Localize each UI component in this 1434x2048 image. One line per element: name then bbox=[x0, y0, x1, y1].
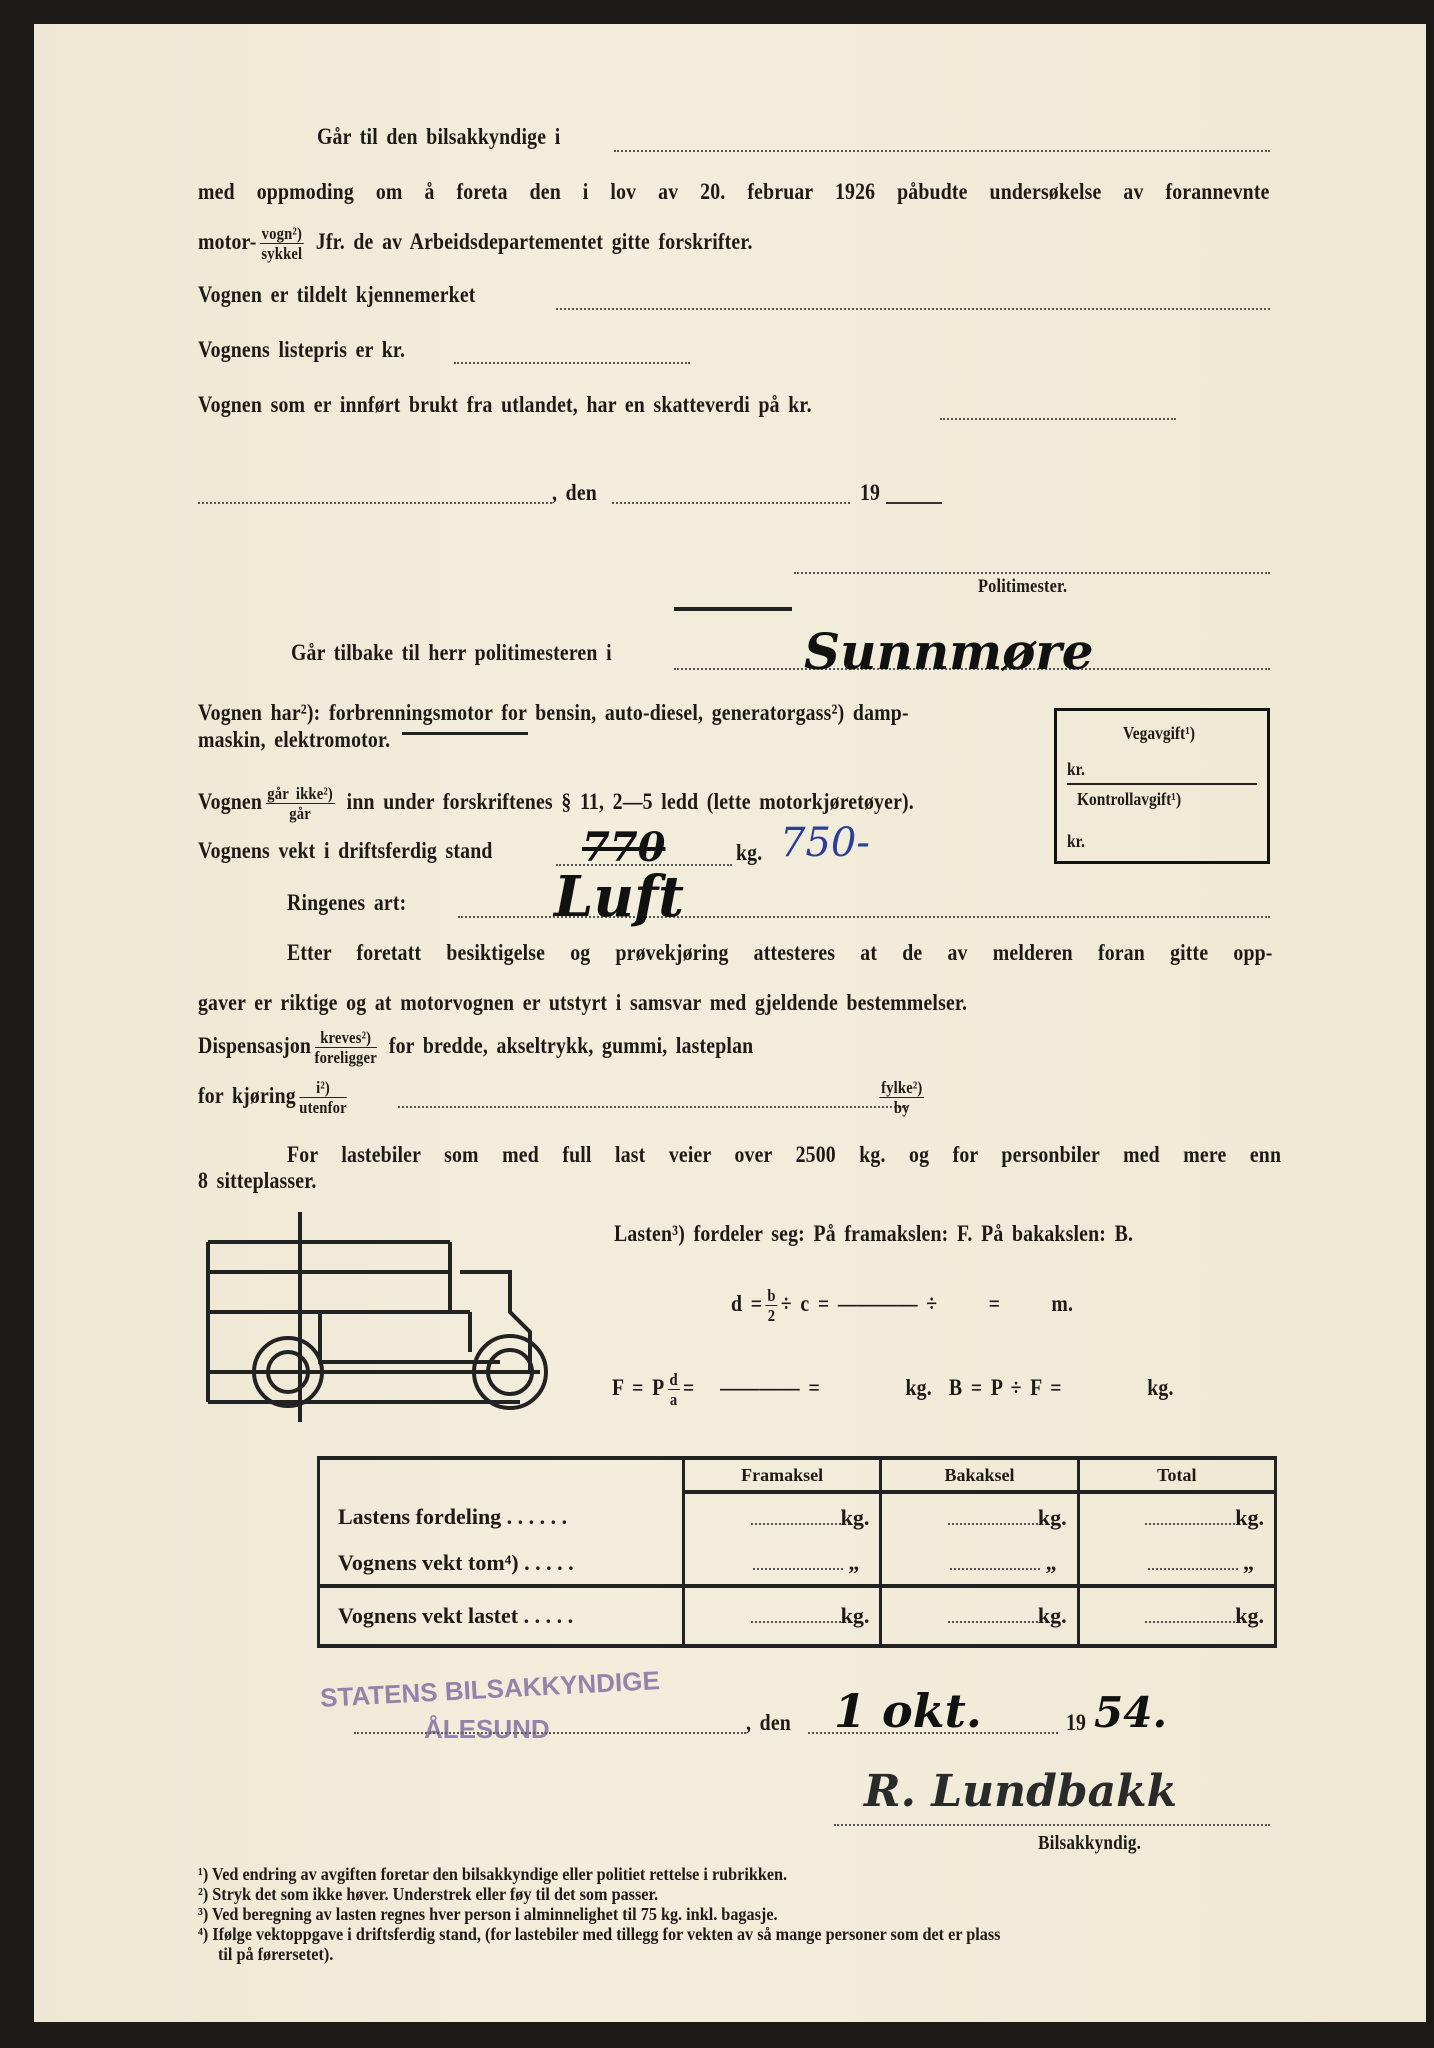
frac-top: fylke²) bbox=[881, 1078, 923, 1097]
stamp-line-1: STATENS BILSAKKYNDIGE bbox=[319, 1665, 661, 1713]
field-kjoring[interactable] bbox=[398, 1106, 908, 1108]
unit: kg. bbox=[1037, 1603, 1067, 1628]
field-kjennemerket[interactable] bbox=[556, 308, 1270, 310]
footnote-4: ⁴) Ifølge vektoppgave i driftsferdig stand, (for lastebiler med tillegg for vekten av så mange personer som det er plass bbox=[198, 1924, 1001, 1944]
label-kontrollavgift: Kontrollavgift¹) bbox=[1077, 789, 1182, 809]
text-lastebiler-1: For lastebiler som med full last veier over 2500 kg. og for personbiler med mere enn bbox=[287, 1142, 1282, 1167]
footnote-2: ²) Stryk det som ikke høver. Understrek eller føy til det som passer. bbox=[198, 1884, 659, 1904]
motor-rest: Jfr. de av Arbeidsdepartementet gitte forskrifter. bbox=[315, 228, 753, 254]
footnote-3: ³) Ved beregning av lasten regnes hver person i alminnelighet til 75 kg. inkl. bagasje. bbox=[198, 1904, 778, 1924]
unit: kg. bbox=[1235, 1603, 1264, 1628]
cell[interactable] bbox=[684, 1542, 881, 1586]
unit: „ bbox=[1243, 1550, 1254, 1575]
unit: kg. bbox=[840, 1505, 870, 1530]
frac-top: i²) bbox=[299, 1078, 347, 1098]
fraction-vogn-sykkel bbox=[260, 224, 304, 263]
formula-f-lhs: F = P bbox=[612, 1374, 665, 1400]
label-skatteverdi: Vognen som er innført brukt fra utlandet, har en skatteverdi på kr. bbox=[198, 392, 812, 417]
label-kr-2: kr. bbox=[1067, 831, 1085, 851]
cell[interactable] bbox=[881, 1586, 1078, 1646]
disp-prefix: Dispensasjon bbox=[198, 1032, 312, 1058]
kjoring-prefix: for kjøring bbox=[198, 1082, 296, 1108]
handwritten-vekt-new: 750- bbox=[780, 820, 870, 866]
gar-rest: inn under forskriftenes § 11, 2—5 ledd (lette motorkjøretøyer). bbox=[346, 788, 914, 814]
fraction-disp bbox=[315, 1028, 377, 1067]
field-bilsakkyndige[interactable] bbox=[614, 150, 1270, 152]
frac-top: kreves²) bbox=[315, 1028, 377, 1048]
text-dispensasjon bbox=[198, 1028, 753, 1067]
text-motor bbox=[198, 224, 753, 263]
label-politimester: Politimester. bbox=[978, 576, 1068, 597]
divider bbox=[674, 607, 792, 611]
truck-diagram bbox=[200, 1212, 570, 1432]
label-signoff-year: 19 bbox=[1066, 1710, 1087, 1735]
text-attest-2: gaver er riktige og at motorvognen er utstyrt i samsvar med gjeldende bestemmelser. bbox=[198, 990, 968, 1015]
formula-d-lhs: d = bbox=[731, 1290, 763, 1316]
frac-bot: går bbox=[289, 804, 311, 823]
label-year: 19 bbox=[860, 480, 881, 505]
divider bbox=[1067, 783, 1257, 785]
handwritten-vekt-crossed: 770 bbox=[582, 824, 666, 871]
stamp-line-2: ÅLESUND bbox=[424, 1714, 550, 1744]
col-header: Total bbox=[1078, 1458, 1275, 1492]
field-year[interactable] bbox=[886, 502, 942, 504]
text-gar bbox=[198, 784, 914, 823]
frac-bot: a bbox=[669, 1390, 678, 1409]
cell[interactable] bbox=[881, 1492, 1078, 1542]
unit: „ bbox=[848, 1550, 860, 1575]
frac-bot: 2 bbox=[767, 1306, 776, 1325]
label-vegavgift: Vegavgift¹) bbox=[1123, 723, 1195, 743]
label-bilsakkyndig: Bilsakkyndig. bbox=[1038, 1832, 1142, 1854]
text-motor-type-2: maskin, elektromotor. bbox=[198, 727, 391, 752]
disp-rest: for bredde, akseltrykk, gummi, lasteplan bbox=[388, 1032, 754, 1058]
unit: „ bbox=[1045, 1550, 1057, 1575]
gar-prefix: Vognen bbox=[198, 788, 263, 814]
field-date[interactable] bbox=[612, 502, 850, 504]
frac-bot: by bbox=[893, 1098, 910, 1117]
field-skatteverdi[interactable] bbox=[940, 418, 1176, 420]
formula-f bbox=[612, 1370, 1174, 1409]
field-signoff-place[interactable] bbox=[354, 1732, 746, 1734]
fraction-fylke bbox=[879, 1078, 924, 1117]
handwritten-sunnmore: Sunnmøre bbox=[804, 622, 1094, 681]
cell[interactable] bbox=[881, 1542, 1078, 1586]
text-lastebiler-2: 8 sitteplasser. bbox=[198, 1168, 317, 1193]
label-listepris: Vognens listepris er kr. bbox=[198, 337, 406, 362]
field-politimester-signature[interactable] bbox=[794, 572, 1270, 574]
footnote-1: ¹) Ved endring av avgiften foretar den bilsakkyndige eller politiet rettelse i rubrikken. bbox=[198, 1864, 788, 1884]
fraction-kjoring bbox=[299, 1078, 347, 1117]
label-kg: kg. bbox=[736, 840, 763, 865]
cell[interactable] bbox=[1078, 1492, 1275, 1542]
frac-top: vogn²) bbox=[261, 224, 303, 243]
formula-d-rhs: ÷ c = ———— ÷ = m. bbox=[780, 1290, 1074, 1316]
label-kr-1: kr. bbox=[1067, 759, 1085, 779]
frac-top: går ikke²) bbox=[267, 784, 333, 803]
unit: kg. bbox=[1037, 1505, 1067, 1530]
avgift-box bbox=[1054, 708, 1270, 864]
table-row bbox=[319, 1492, 1276, 1542]
table-corner bbox=[319, 1458, 684, 1492]
frac-top: b bbox=[767, 1286, 776, 1305]
row-label: Vognens vekt tom⁴) . . . . . bbox=[319, 1542, 684, 1586]
truck-body bbox=[208, 1242, 470, 1402]
row-label: Lastens fordeling . . . . . . bbox=[319, 1492, 684, 1542]
underline-bensin bbox=[402, 732, 528, 735]
text-lasten: Lasten³) fordeler seg: På framakslen: F. På bakakslen: B. bbox=[614, 1221, 1134, 1246]
unit: kg. bbox=[840, 1603, 870, 1628]
label-kjennemerket: Vognen er tildelt kjennemerket bbox=[198, 282, 476, 307]
load-distribution-table bbox=[317, 1456, 1277, 1648]
frac-bot: utenfor bbox=[299, 1098, 347, 1117]
text-fylke bbox=[876, 1078, 928, 1117]
signature-bilsakkyndig: R. Lundbakk bbox=[864, 1766, 1178, 1817]
motor-prefix: motor- bbox=[198, 228, 257, 254]
field-signature[interactable] bbox=[834, 1824, 1270, 1826]
footnote-4-cont: til på førersetet). bbox=[218, 1944, 334, 1964]
handwritten-year: 54. bbox=[1094, 1688, 1168, 1737]
cell[interactable] bbox=[1078, 1542, 1275, 1586]
label-vekt: Vognens vekt i driftsferdig stand bbox=[198, 838, 493, 863]
label-ringer: Ringenes art: bbox=[287, 890, 407, 915]
label-signoff-den: , den bbox=[746, 1710, 791, 1735]
handwritten-date: 1 okt. bbox=[834, 1684, 982, 1738]
text-attest-1: Etter foretatt besiktigelse og prøvekjøring attesteres at de av melderen foran gitte opp- bbox=[287, 940, 1273, 965]
frac-bot: sykkel bbox=[261, 244, 303, 263]
text-oppmoding: med oppmoding om å foreta den i lov av 20. februar 1926 påbudte undersøkelse av forannevnte bbox=[198, 179, 1270, 204]
frac-top: d bbox=[669, 1370, 678, 1389]
formula-f-rhs: = ———— = kg. B = P ÷ F = kg. bbox=[682, 1374, 1174, 1400]
fraction-da bbox=[668, 1370, 680, 1409]
unit: kg. bbox=[1235, 1505, 1264, 1530]
frac-bot: foreligger bbox=[314, 1048, 377, 1067]
formula-d bbox=[731, 1286, 1073, 1325]
text-kjoring bbox=[198, 1078, 350, 1117]
handwritten-luft: Luft bbox=[554, 864, 685, 930]
fraction-b2 bbox=[766, 1286, 778, 1325]
cell[interactable] bbox=[684, 1492, 881, 1542]
truck-cab bbox=[320, 1272, 530, 1372]
table-row bbox=[319, 1542, 1276, 1586]
row-label: Vognens vekt lastet . . . . . bbox=[319, 1586, 684, 1646]
label-bilsakkyndige: Går til den bilsakkyndige i bbox=[317, 124, 561, 149]
field-listepris[interactable] bbox=[454, 362, 690, 364]
text-motor-type-1: Vognen har²): forbrenningsmotor for bensin, auto-diesel, generatorgass²) damp- bbox=[198, 700, 909, 725]
fraction-gar bbox=[266, 784, 335, 823]
label-tilbake: Går tilbake til herr politimesteren i bbox=[291, 640, 612, 665]
document-page bbox=[34, 24, 1426, 2022]
field-place[interactable] bbox=[198, 502, 552, 504]
table-row bbox=[319, 1586, 1276, 1646]
cell[interactable] bbox=[1078, 1586, 1275, 1646]
col-header: Framaksel bbox=[684, 1458, 881, 1492]
label-den: , den bbox=[552, 480, 597, 505]
cell[interactable] bbox=[684, 1586, 881, 1646]
col-header: Bakaksel bbox=[881, 1458, 1078, 1492]
